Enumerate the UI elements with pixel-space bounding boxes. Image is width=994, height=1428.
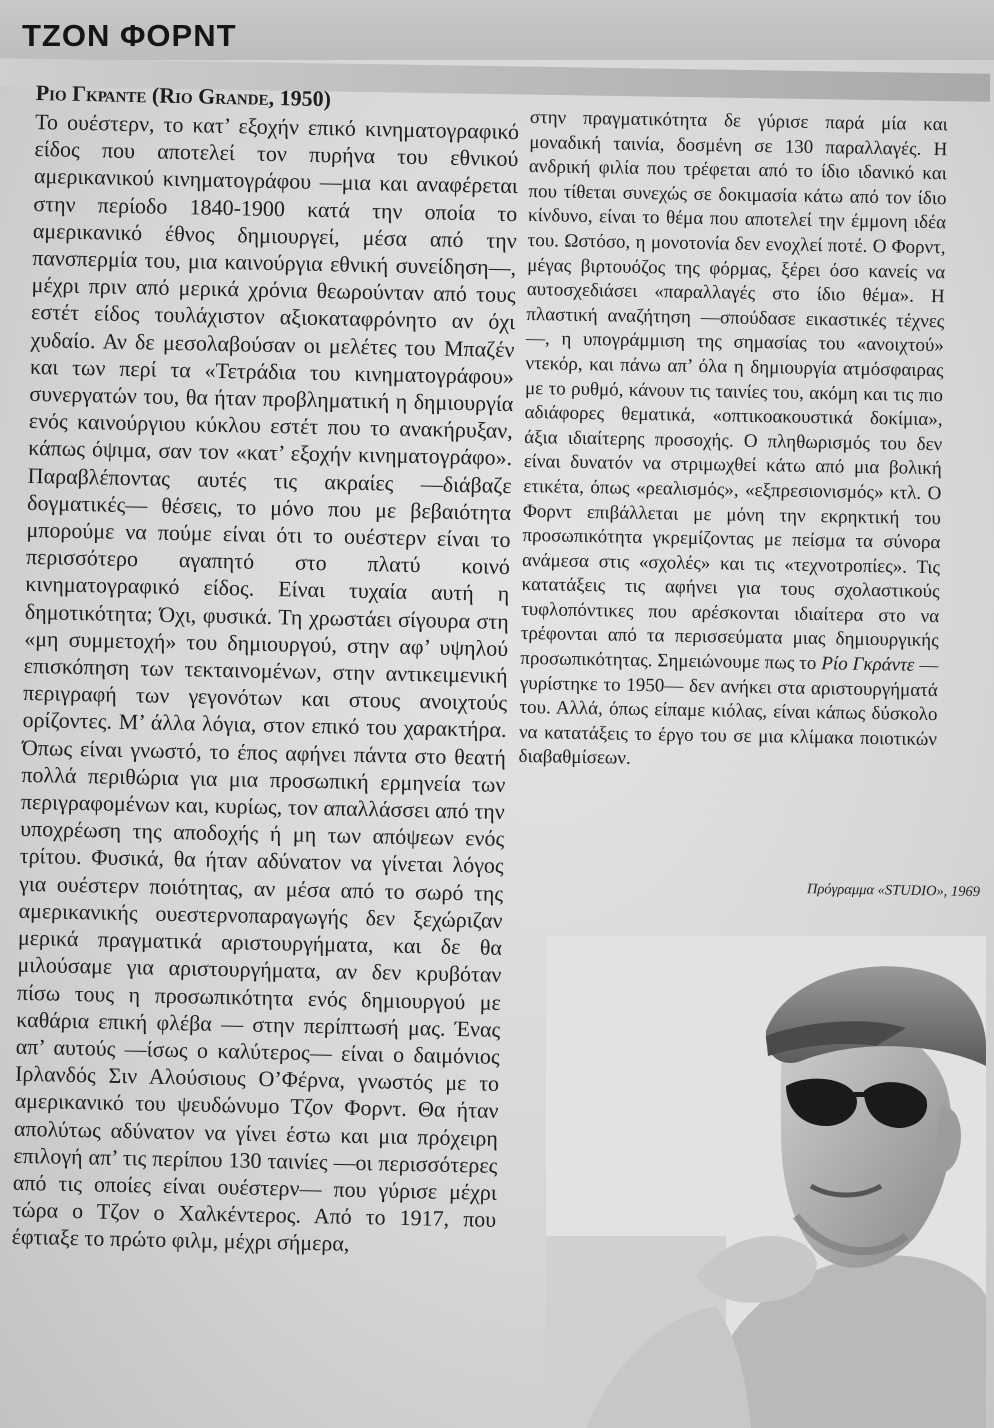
right-column bbox=[518, 106, 948, 777]
director-photo bbox=[546, 936, 986, 1428]
film-title-italic: Ρίο Γκράντε bbox=[821, 653, 915, 676]
article-text-right-part2: —γυρίστηκε το 1950— δεν ανήκει στα αριστουργήματά του. Αλλά, όπως είπαμε κιόλας, είναι κάπως δύσκολο να κατατάξεις το έργο του σε μια κλίμακα ποιοτικών διαβαθμίσεων. bbox=[518, 654, 939, 770]
film-title-greek: Ριο Γκραντε bbox=[35, 80, 147, 108]
article-text-right-part1: στην πραγματικότητα δε γύρισε παρά μία και μοναδική ταινία, δοσμένη σε 130 παραλλαγές. Η ανδρική φιλία που τρέφεται από το ίδιο ιδανικό και που τίθεται συνεχώς σε δοκιμασία κάτω από τον ίδιο κίνδυνο, είναι το θέμα που αποτελεί την έμμονη ιδέα του. Ωστόσο, η μονοτονία δεν ενοχλεί ποτέ. Ο Φορντ, μέγας βιρτουόζος της φόρμας, ξέρει όσο κανείς να αυτοσχεδιάσει «παραλλαγές στο ίδιο θέμα». Η πλαστική αναζήτηση —σπούδασε εικαστικές τέχνες—, η υπογράμμιση της σημασίας του «ανοιχτού» ντεκόρ, και πάνω απ’ όλα η δημιουργία ατμόσφαιρας με το ρυθμό, κάνουν τις ταινίες του, ακόμη και τις πιο αδιάφορες θεματικά, «οπτικοακουστικά δοκίμια», άξια ιδιαίτερης προσοχής. Ο πληθωρισμός του δεν είναι δυνατόν να στριμωχθεί κάτω από μια βολική ετικέτα, όπως «ρεαλισμός», «εξπρεσιονισμός» κτλ. Ο Φορντ επιβάλλεται με μόνη την εκρηκτική του προσωπικότητα γκρεμίζοντας με πείσμα τα σύνορα ανάμεσα στις «σχολές» και τις «τεχνοτροπίες». Τις κατατάξεις τις αφήνει για τους σχολαστικούς τυφλοπόντικες που αρέσκονται ιδιαίτερα στο να τρέφονται από τα περισσεύματα μιας δημιουργικής προσωπικότητας. Σημειώνουμε πως το bbox=[520, 106, 948, 675]
page-title: ΤΖΟΝ ΦΟΡΝΤ bbox=[22, 18, 237, 53]
portrait-image bbox=[546, 936, 986, 1428]
source-credit: Πρόγραμμα «STUDIO», 1969 bbox=[806, 881, 981, 901]
film-year: 1950 bbox=[279, 85, 324, 112]
left-column bbox=[11, 80, 519, 1260]
film-title: Ριο Γκραντε (Rio Grande, 1950) bbox=[35, 80, 332, 112]
article-text-left: Το ουέστερν, το κατ’ εξοχήν επικό κινηματογραφικό είδος που αποτελεί τον πυρήνα του εθνικού αμερικανικού κινηματογράφου —μια και αναφέρεται στην περίοδο 1840-1900 κατά την οποία το αμερικανικό έθνος δημιουργεί, μέσα από την πανσπερμία του, μια καινούργια εθνική συνείδηση—, μέχρι πριν από μερικά χρόνια θεωρούνταν από τους εστέτ είδος τουλάχιστον αξιοκαταφρόνητο αν όχι χυδαίο. Αν δε μεσολαβούσαν οι μελέτες του Μπαζέν και των περί τα «Τετράδια του κινηματογράφου» συνεργατών του, θα ήταν προβληματική η δημιουργία ενός καινούργιου κύκλου εστέτ που το ανακήρυξαν, κάπως όψιμα, σαν τον «κατ’ εξοχήν κινηματογράφο». Παραβλέποντας αυτές τις ακραίες —διάβαζε δογματικές— θέσεις, το μόνο που με βεβαιότητα μπορούμε να πούμε είναι ότι το ουέστερν είναι το περισσότερο αγαπητό στο πλατύ κοινό κινηματογραφικό είδος. Είναι τυχαία αυτή η δημοτικότητα; Όχι, φυσικά. Τη χρωστάει σίγουρα στη «μη συμμετοχή» του δημιουργού, στην αφ’ υψηλού επισκόπηση των τεκταινομένων, στην αντικειμενική περιγραφή των γεγονότων και στους ανοιχτούς ορίζοντες. Μ’ άλλα λόγια, στον επικό του χαρακτήρα. Όπως είναι γνωστό, το έπος αφήνει πάντα στο θεατή πολλά περιθώρια για μια προσωπική ερμηνεία των περιγραφομένων και, κυρίως, τον απαλλάσσει από την υποχρέωση της αποδοχής ή μη των απόψεων ενός τρίτου. Φυσικά, θα ήταν αδύνατον να γίνεται λόγος για ουέστερν ποιότητας, αν μέσα από το σωρό της αμερικανικής ουεστερνοπαραγωγής δεν ξεχώριζαν μερικά πραγματικά αριστουργήματα, και δε θα μιλούσαμε για αριστουργήματα, αν δεν κρυβόταν πίσω τους η προσωπικότητα ενός δημιουργού με καθάρια επική φλέβα — στην περίπτωσή μας. Ένας απ’ αυτούς —ίσως ο καλύτερος— είναι ο δαιμόνιος Ιρλανδός Σιν Αλούσιους Ο’Φέρνα, γνωστός με το αμερικανικό του ψευδώνυμο Τζον Φορντ. Θα ήταν απολύτως αδύνατον να γίνει έστω και μια πρόχειρη επιλογή απ’ τις περίπου 130 ταινίες —οι περισσότερες από τις οποίες είναι ουέστερν— που γύρισε μέχρι τώρα ο Τζον ο Χαλκέντερος. Από το 1917, που έφτιαξε το πρώτο φιλμ, μέχρι σήμερα, bbox=[11, 108, 520, 1257]
film-title-original: Rio Grande bbox=[159, 82, 269, 110]
article-text-right bbox=[518, 106, 948, 777]
